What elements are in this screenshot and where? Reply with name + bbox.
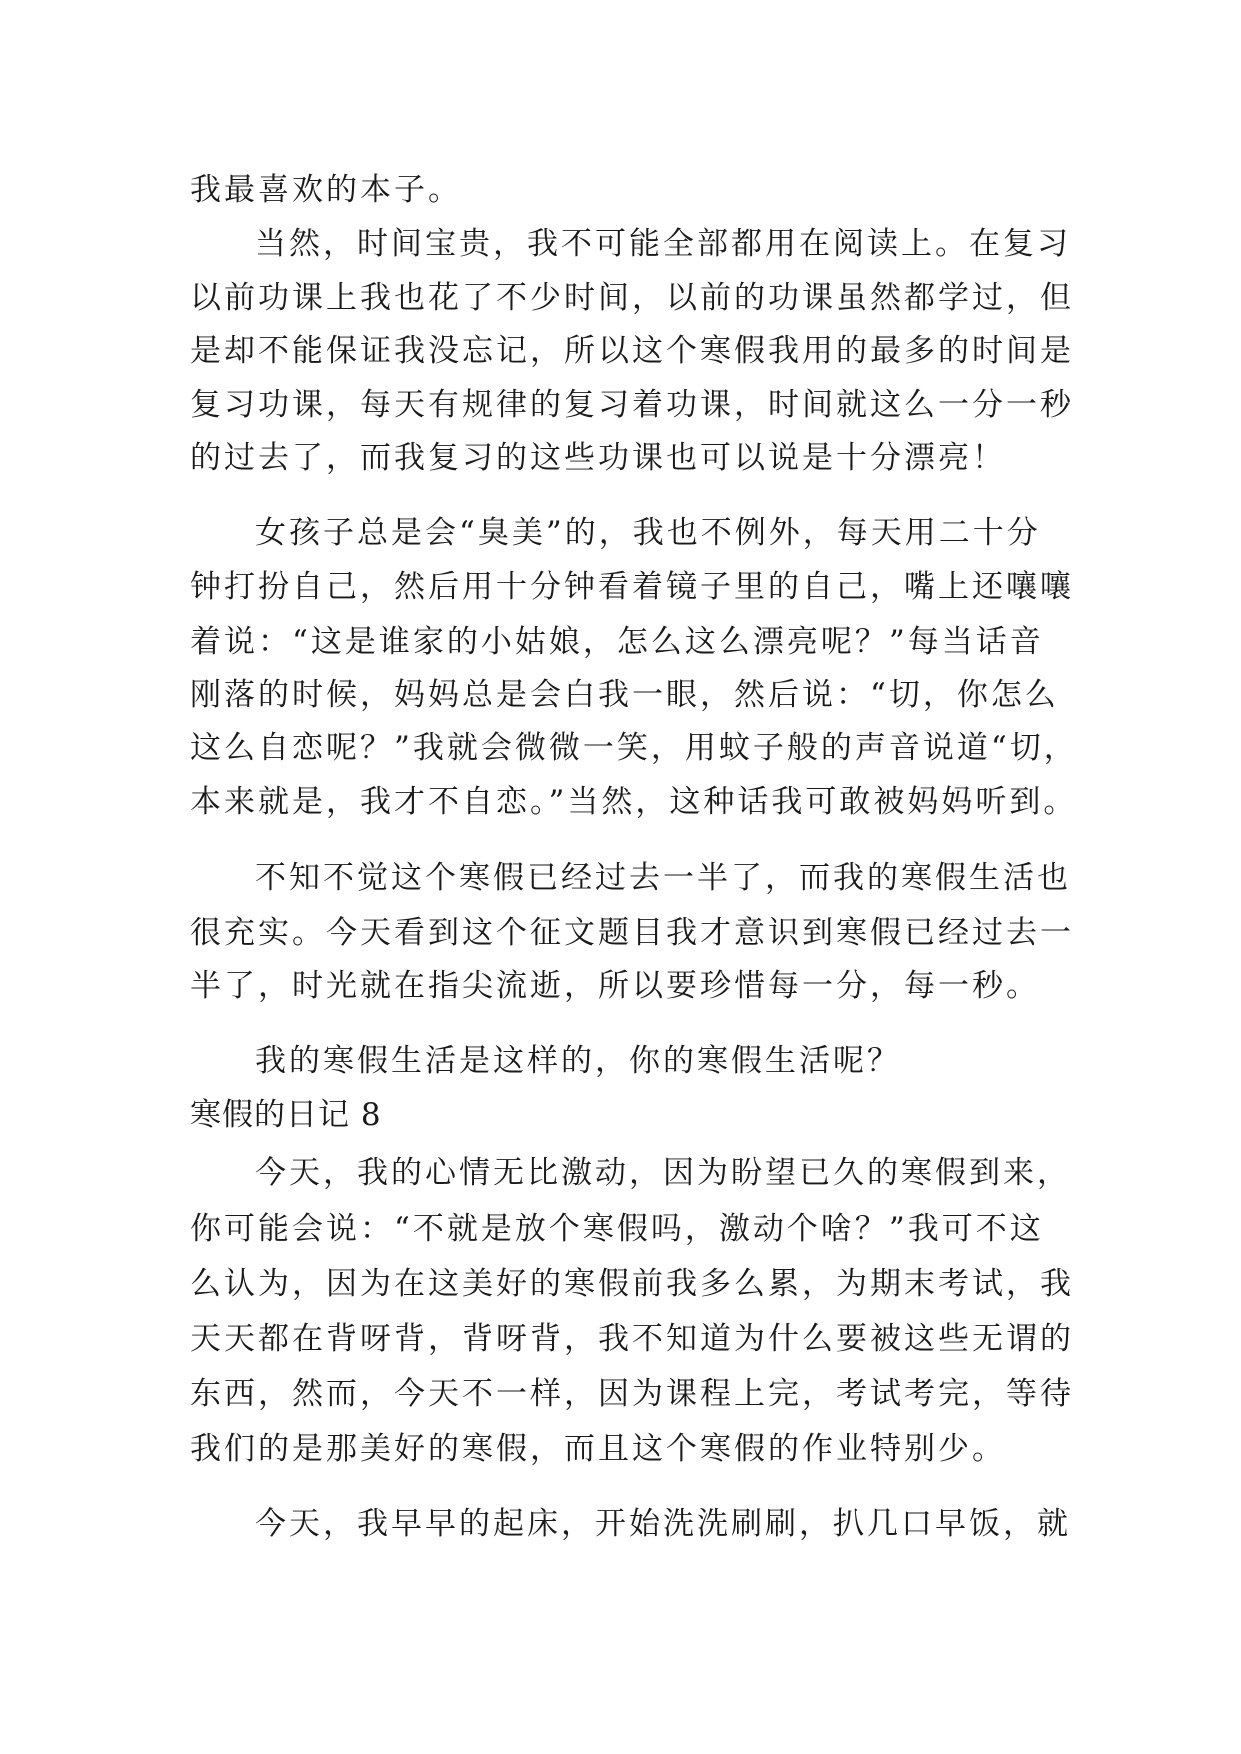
text-line: 以前功课上我也花了不少时间，以前的功课虽然都学过，但 — [190, 280, 1074, 316]
section-heading: 寒假的日记 8 — [190, 1097, 382, 1133]
text-line: 很充实。今天看到这个征文题目我才意识到寒假已经过去一 — [190, 915, 1074, 951]
text-line: 今天，我的心情无比激动，因为盼望已久的寒假到来， — [255, 1155, 1071, 1191]
text-line: 着说：“这是谁家的小姑娘，怎么这么漂亮呢？”每当话音 — [190, 624, 1044, 660]
text-line: 是却不能保证我没忘记，所以这个寒假我用的最多的时间是 — [190, 333, 1074, 369]
text-line: 这么自恋呢？”我就会微微一笑，用蚊子般的声音说道“切， — [190, 730, 1078, 766]
text-line: 半了，时光就在指尖流逝，所以要珍惜每一分，每一秒。 — [190, 968, 1040, 1004]
text-line: 东西，然而，今天不一样，因为课程上完，考试考完，等待 — [190, 1376, 1074, 1412]
text-line: 我最喜欢的本子。 — [190, 172, 462, 208]
text-line: 我们的是那美好的寒假，而且这个寒假的作业特别少。 — [190, 1431, 1006, 1467]
text-line: 复习功课，每天有规律的复习着功课，时间就这么一分一秒 — [190, 387, 1074, 423]
text-line: 你可能会说：“不就是放个寒假吗，激动个啥？”我可不这 — [190, 1211, 1044, 1247]
text-line: 天天都在背呀背，背呀背，我不知道为什么要被这些无谓的 — [190, 1321, 1074, 1357]
text-line: 不知不觉这个寒假已经过去一半了，而我的寒假生活也 — [255, 860, 1071, 896]
text-line: 本来就是，我才不自恋。”当然，这种话我可敢被妈妈听到。 — [190, 784, 1078, 820]
text-line: 当然，时间宝贵，我不可能全部都用在阅读上。在复习 — [255, 226, 1071, 262]
text-line: 刚落的时候，妈妈总是会白我一眼，然后说：“切，你怎么 — [190, 677, 1059, 713]
text-line: 我的寒假生活是这样的，你的寒假生活呢？ — [255, 1043, 901, 1079]
text-line: 钟打扮自己，然后用十分钟看着镜子里的自己，嘴上还嚷嚷 — [190, 569, 1074, 605]
text-line: 的过去了，而我复习的这些功课也可以说是十分漂亮！ — [190, 440, 1006, 476]
text-line: 女孩子总是会“臭美”的，我也不例外，每天用二十分 — [255, 515, 1041, 551]
text-line: 今天，我早早的起床，开始洗洗刷刷，扒几口早饭，就 — [255, 1506, 1071, 1542]
text-line: 么认为，因为在这美好的寒假前我多么累，为期末考试，我 — [190, 1266, 1074, 1302]
